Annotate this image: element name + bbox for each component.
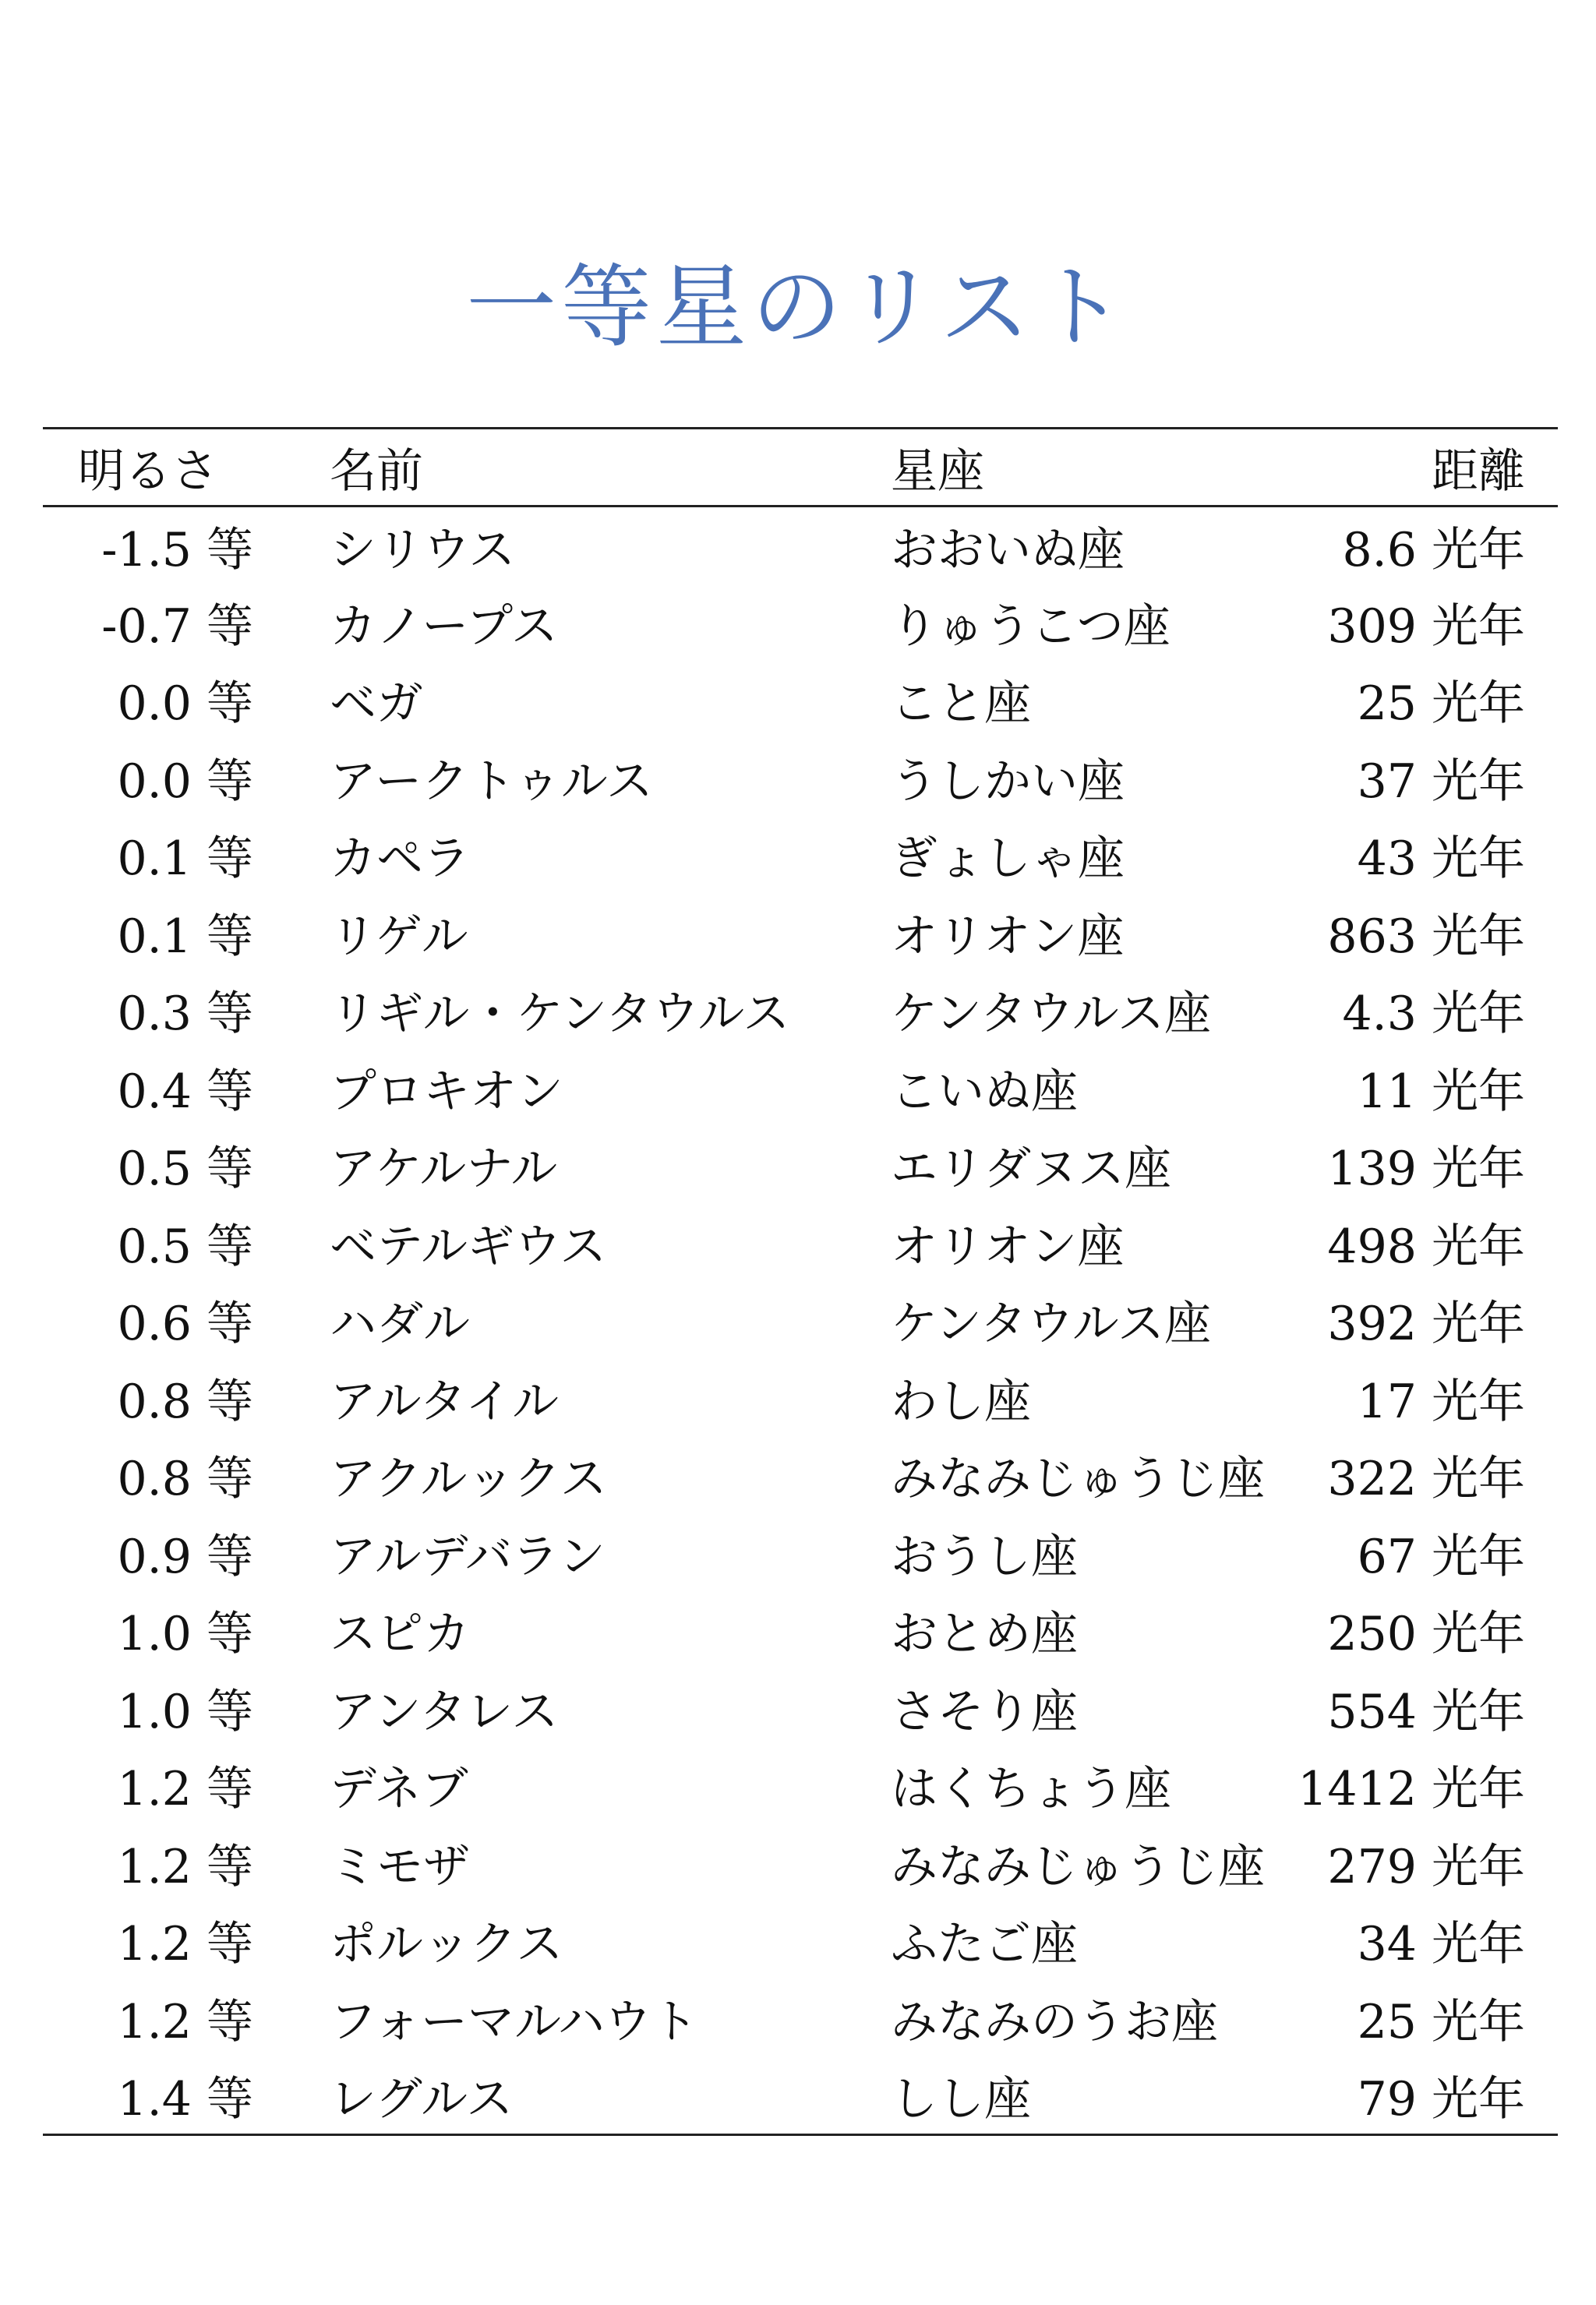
magnitude-cell [43, 1204, 253, 1282]
table-row [43, 584, 1558, 662]
distance-cell: 1412 光年 [1298, 1762, 1525, 1817]
constellation-cell: みなみじゅうじ座 [891, 1839, 1265, 1894]
constellation-cell: はくちょう座 [891, 1762, 1171, 1817]
magnitude-value: 0.5 等 [117, 1142, 253, 1197]
table-row [43, 507, 1558, 584]
star-name-cell: シリウス [330, 523, 516, 577]
magnitude-value: -1.5 等 [101, 523, 253, 577]
magnitude-cell [43, 1049, 253, 1127]
constellation-cell: しし座 [891, 2071, 1031, 2127]
star-name-cell: カノープス [330, 598, 558, 654]
magnitude-value: 0.3 等 [117, 987, 253, 1042]
table-row [43, 894, 1558, 972]
star-name-cell: アークトゥルス [330, 754, 653, 809]
distance-cell: 554 光年 [1327, 1684, 1525, 1739]
table-row [43, 1592, 1558, 1670]
distance-cell: 17 光年 [1357, 1374, 1525, 1429]
constellation-cell: おおいぬ座 [891, 523, 1125, 577]
magnitude-cell [43, 1359, 253, 1437]
distance-cell: 139 光年 [1327, 1142, 1525, 1197]
magnitude-value: 0.1 等 [117, 831, 253, 887]
star-name-cell: デネブ [330, 1762, 468, 1817]
table-row [43, 1979, 1558, 2057]
star-name-cell: アンタレス [330, 1684, 559, 1739]
distance-cell: 25 光年 [1357, 676, 1525, 732]
star-name-cell: レグルス [330, 2071, 514, 2127]
constellation-cell: ケンタウルス座 [891, 1297, 1211, 1352]
distance-cell: 37 光年 [1357, 754, 1525, 809]
star-name-cell: スピカ [330, 1607, 470, 1662]
constellation-cell: エリダヌス座 [891, 1142, 1171, 1197]
table-row [43, 1049, 1558, 1127]
table-row [43, 1669, 1558, 1747]
table-row [43, 972, 1558, 1050]
header-name: 名前 [330, 443, 423, 499]
table-row [43, 1359, 1558, 1437]
distance-cell: 309 光年 [1327, 598, 1525, 654]
magnitude-cell [43, 1514, 253, 1592]
constellation-cell: うしかい座 [891, 754, 1125, 809]
constellation-cell: ぎょしゃ座 [891, 831, 1125, 887]
table-header [43, 429, 1558, 507]
magnitude-cell [43, 972, 253, 1050]
constellation-cell: さそり座 [891, 1684, 1078, 1739]
magnitude-cell [43, 1282, 253, 1360]
distance-cell: 279 光年 [1327, 1839, 1525, 1894]
magnitude-cell [43, 1747, 253, 1825]
magnitude-cell [43, 1669, 253, 1747]
magnitude-value: 0.4 等 [117, 1064, 253, 1119]
distance-cell: 11 光年 [1357, 1064, 1525, 1119]
star-name-cell: アケルナル [330, 1142, 558, 1197]
table-row [43, 1437, 1558, 1515]
constellation-cell: りゅうこつ座 [891, 598, 1171, 654]
table-row [43, 817, 1558, 895]
star-name-cell: ハダル [330, 1297, 470, 1352]
magnitude-cell [43, 1127, 253, 1205]
distance-cell: 392 光年 [1327, 1297, 1525, 1352]
magnitude-value: 0.1 等 [117, 909, 253, 964]
constellation-cell: おうし座 [891, 1529, 1078, 1584]
distance-cell: 25 光年 [1357, 1994, 1525, 2049]
magnitude-value: -0.7 等 [101, 598, 253, 654]
magnitude-value: 0.0 等 [117, 754, 253, 809]
star-name-cell: フォーマルハウト [330, 1994, 698, 2049]
header-row [43, 429, 1558, 507]
magnitude-cell [43, 2057, 253, 2135]
magnitude-cell [43, 1824, 253, 1902]
magnitude-value: 1.2 等 [117, 1839, 253, 1894]
magnitude-cell [43, 1437, 253, 1515]
constellation-cell: ケンタウルス座 [891, 987, 1211, 1042]
magnitude-value: 1.4 等 [117, 2071, 253, 2127]
star-name-cell: ポルックス [330, 1917, 563, 1972]
magnitude-cell [43, 817, 253, 895]
table-row [43, 1514, 1558, 1592]
star-name-cell: カペラ [330, 831, 470, 887]
constellation-cell: みなみのうお座 [891, 1994, 1218, 2049]
magnitude-cell [43, 1902, 253, 1980]
magnitude-cell [43, 507, 253, 584]
constellation-cell: オリオン座 [891, 909, 1125, 964]
star-name-cell: ベテルギウス [330, 1219, 607, 1274]
magnitude-value: 1.0 等 [117, 1684, 253, 1739]
distance-cell: 8.6 光年 [1342, 523, 1525, 577]
table-row [43, 1747, 1558, 1825]
distance-cell: 250 光年 [1327, 1607, 1525, 1662]
magnitude-value: 0.5 等 [117, 1219, 253, 1274]
distance-cell: 43 光年 [1357, 831, 1525, 887]
star-name-cell: アルデバラン [330, 1529, 606, 1584]
magnitude-value: 1.2 等 [117, 1994, 253, 2049]
magnitude-value: 0.8 等 [117, 1452, 253, 1507]
distance-cell: 34 光年 [1357, 1917, 1525, 1972]
magnitude-cell [43, 584, 253, 662]
table-body [43, 507, 1558, 2135]
magnitude-value: 1.2 等 [117, 1762, 253, 1817]
table-row [43, 662, 1558, 740]
magnitude-value: 0.9 等 [117, 1529, 253, 1584]
magnitude-value: 0.8 等 [117, 1374, 253, 1429]
distance-cell: 498 光年 [1327, 1219, 1525, 1274]
table-row [43, 739, 1558, 817]
header-distance: 距離 [1432, 443, 1525, 499]
table-row [43, 2057, 1558, 2135]
star-name-cell: リギル・ケンタウルス [330, 987, 790, 1042]
magnitude-cell [43, 1592, 253, 1670]
star-list-table [43, 427, 1558, 2136]
magnitude-cell [43, 662, 253, 740]
constellation-cell: こいぬ座 [891, 1064, 1078, 1119]
magnitude-value: 0.0 等 [117, 676, 253, 732]
star-name-cell: ベガ [330, 676, 423, 732]
constellation-cell: ふたご座 [891, 1917, 1078, 1972]
star-name-cell: プロキオン [330, 1064, 563, 1119]
constellation-cell: わし座 [891, 1374, 1031, 1429]
distance-cell: 863 光年 [1327, 909, 1525, 964]
magnitude-value: 1.0 等 [117, 1607, 253, 1662]
magnitude-value: 0.6 等 [117, 1297, 253, 1352]
distance-cell: 67 光年 [1357, 1529, 1525, 1584]
magnitude-cell [43, 1979, 253, 2057]
distance-cell: 4.3 光年 [1342, 987, 1525, 1042]
distance-cell: 79 光年 [1357, 2071, 1525, 2127]
table-row [43, 1127, 1558, 1205]
star-name-cell: アルタイル [330, 1374, 559, 1429]
star-name-cell: ミモザ [330, 1839, 470, 1894]
header-magnitude: 明るさ [78, 443, 218, 499]
constellation-cell: みなみじゅうじ座 [891, 1452, 1265, 1507]
magnitude-cell [43, 894, 253, 972]
table-row [43, 1204, 1558, 1282]
table-row [43, 1902, 1558, 1980]
constellation-cell: オリオン座 [891, 1219, 1125, 1274]
magnitude-value: 1.2 等 [117, 1917, 253, 1972]
magnitude-cell [43, 739, 253, 817]
star-name-cell: リゲル [330, 909, 468, 964]
constellation-cell: こと座 [891, 676, 1031, 732]
table-row [43, 1824, 1558, 1902]
page-title: 一等星のリスト [466, 255, 1130, 360]
distance-cell: 322 光年 [1327, 1452, 1525, 1507]
table-row [43, 1282, 1558, 1360]
header-constellation: 星座 [891, 443, 984, 499]
star-name-cell: アクルックス [330, 1452, 607, 1507]
constellation-cell: おとめ座 [891, 1607, 1078, 1662]
